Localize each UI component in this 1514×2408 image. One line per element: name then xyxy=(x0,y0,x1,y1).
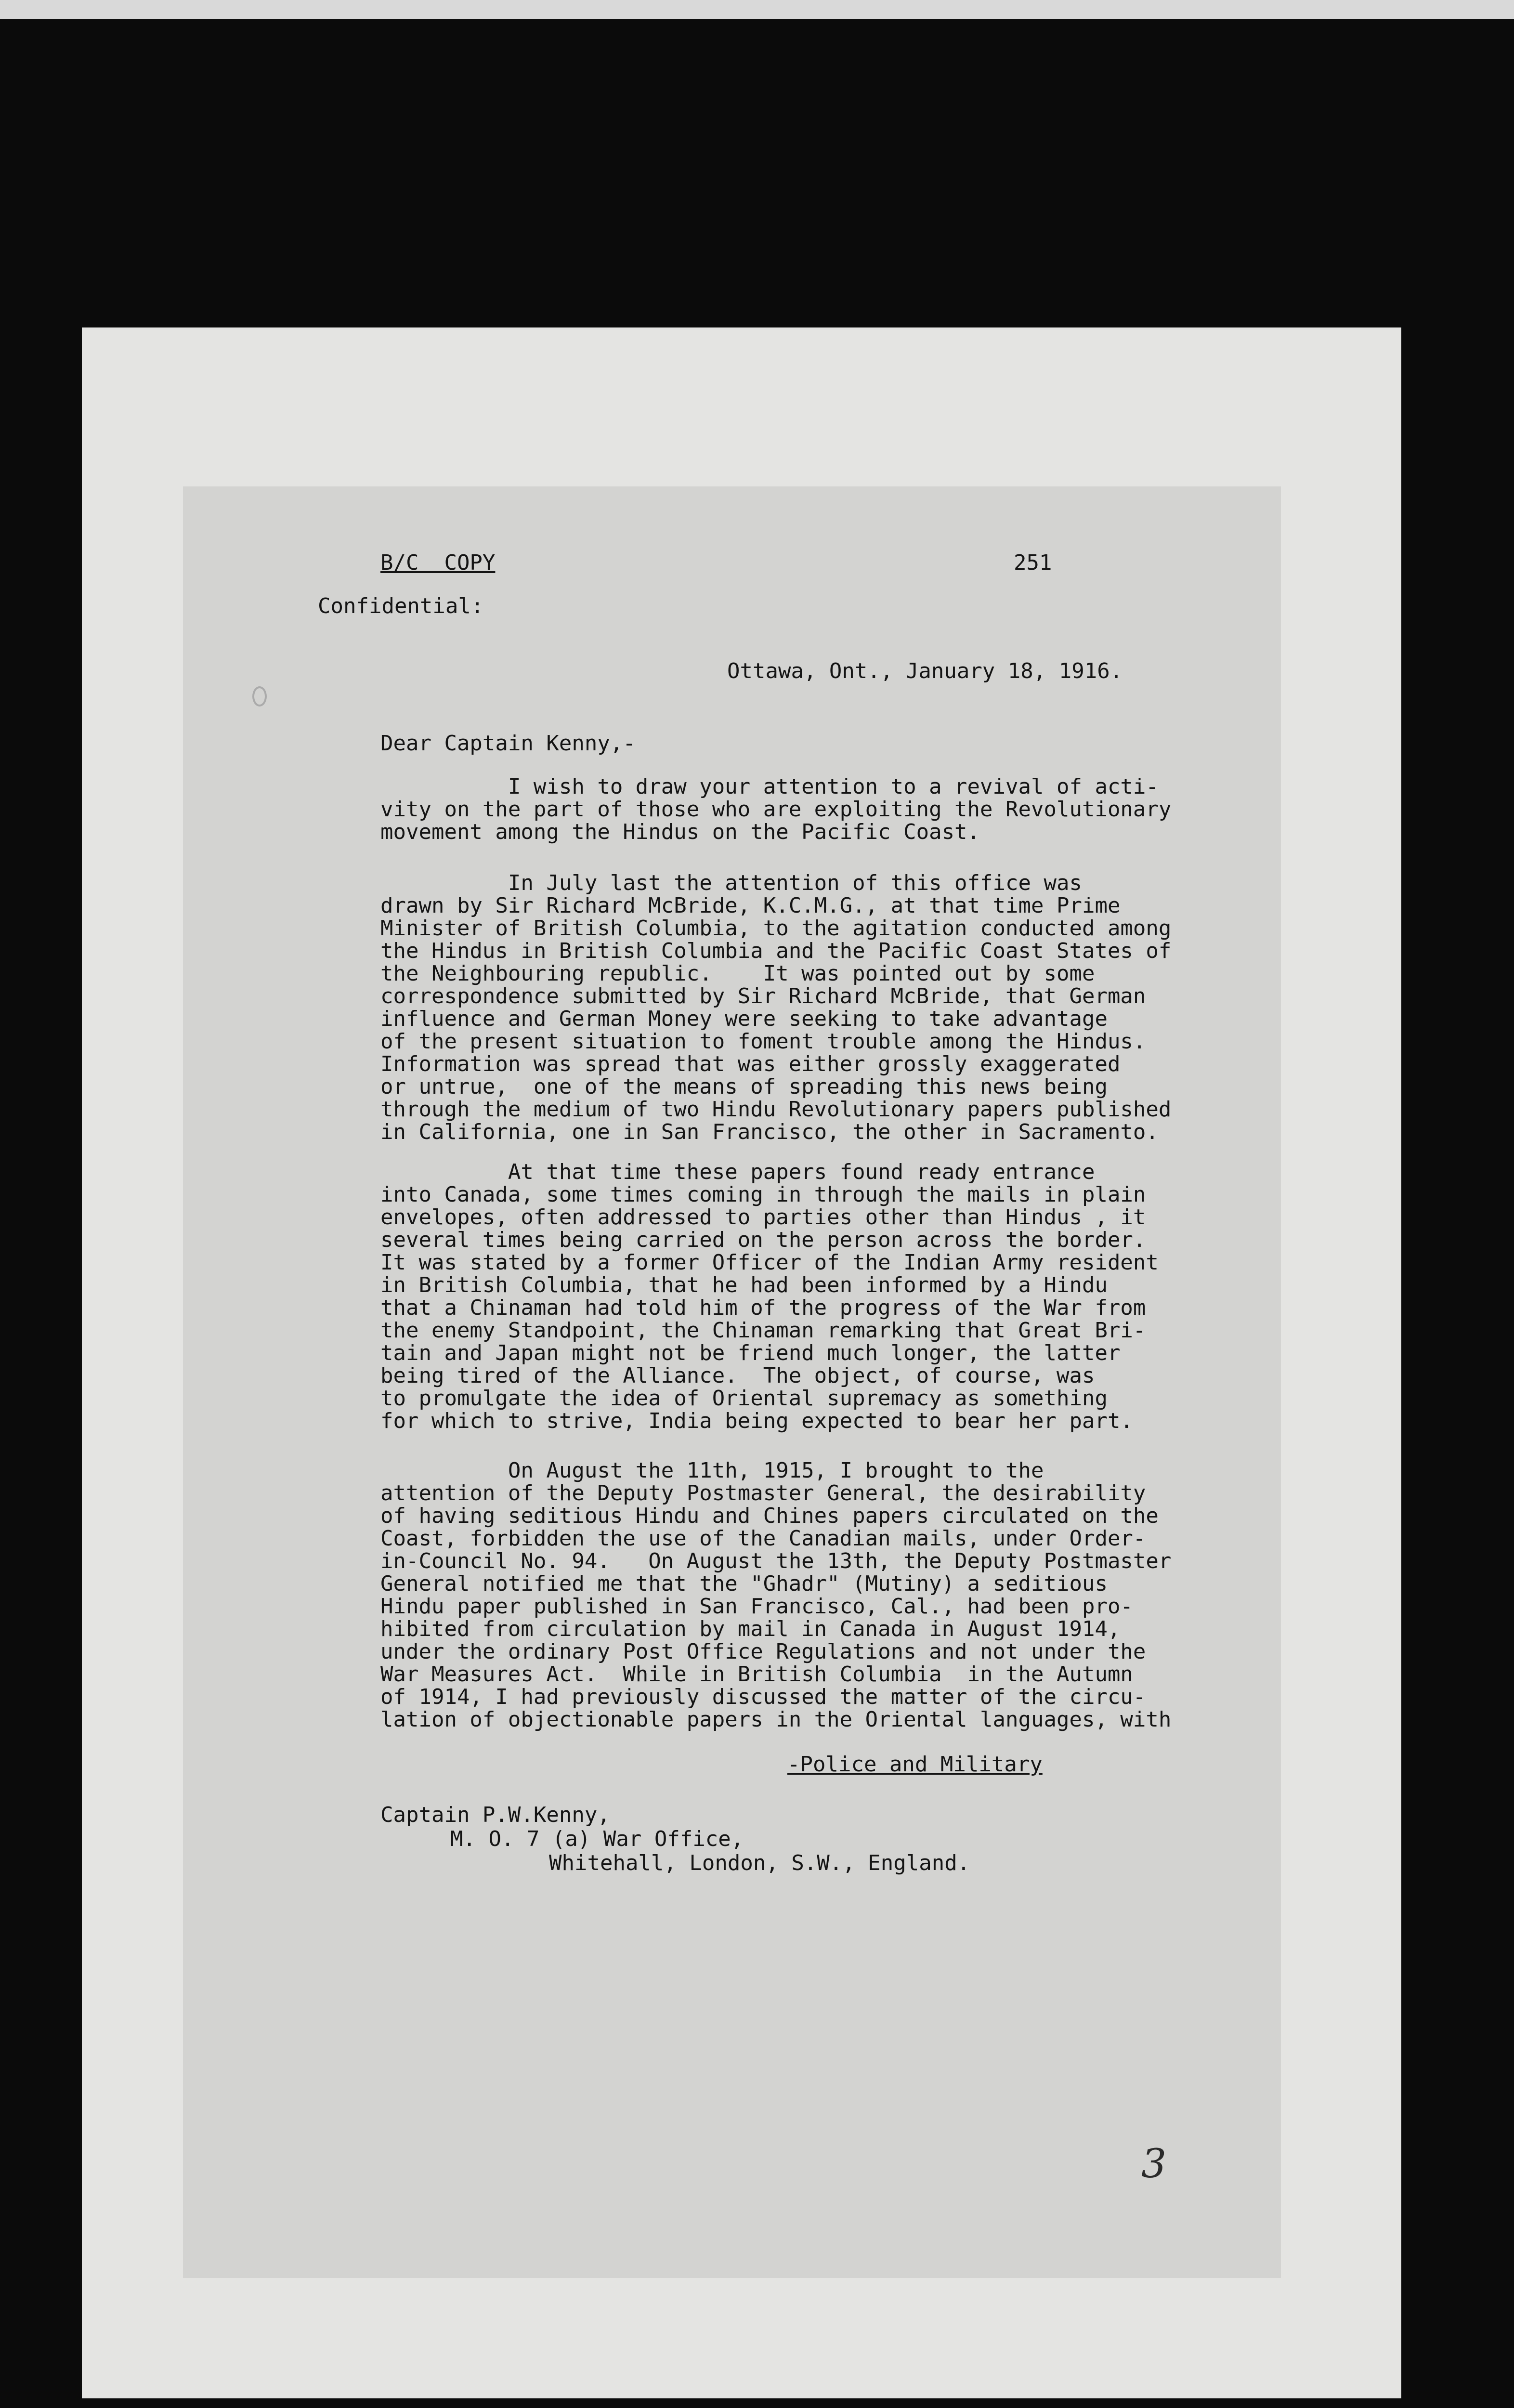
paragraph xyxy=(380,1161,1238,1432)
text-line: War Measures Act. While in British Columbia in the Autumn xyxy=(380,1662,1133,1687)
dateline: Ottawa, Ont., January 18, 1916. xyxy=(727,659,1123,683)
text-line: General notified me that the "Ghadr" (Mutiny) a seditious xyxy=(380,1571,1108,1596)
department-line: -Police and Military xyxy=(787,1752,1043,1777)
paragraph xyxy=(380,872,1238,1143)
text-line: On August the 11th, 1915, I brought to the xyxy=(380,1458,1044,1483)
text-line: I wish to draw your attention to a revival of acti- xyxy=(380,774,1159,799)
text-line: In July last the attention of this office was xyxy=(380,871,1082,895)
text-line: of 1914, I had previously discussed the matter of the circu- xyxy=(380,1685,1146,1709)
text-line: Hindu paper published in San Francisco, Cal., had been pro- xyxy=(380,1594,1133,1619)
handwritten-note: 3 xyxy=(1141,2141,1167,2187)
text-line: in British Columbia, that he had been informed by a Hindu xyxy=(380,1273,1108,1297)
text-line: through the medium of two Hindu Revolutionary papers published xyxy=(380,1097,1172,1122)
text-line: envelopes, often addressed to parties other than Hindus , it xyxy=(380,1205,1146,1230)
text-line: Minister of British Columbia, to the agitation conducted among xyxy=(380,916,1172,941)
address-line: Whitehall, London, S.W., England. xyxy=(549,1851,970,1875)
text-line: vity on the part of those who are exploiting the Revolutionary xyxy=(380,797,1172,822)
text-line: of having seditious Hindu and Chines papers circulated on the xyxy=(380,1504,1159,1528)
text-line: the enemy Standpoint, the Chinaman remarking that Great Bri- xyxy=(380,1318,1146,1343)
text-line: attention of the Deputy Postmaster General, the desirability xyxy=(380,1481,1146,1505)
text-line: influence and German Money were seeking to take advantage xyxy=(380,1007,1108,1031)
letter-page xyxy=(183,486,1281,2278)
paragraph xyxy=(380,775,1238,843)
classification: Confidential: xyxy=(318,594,484,618)
text-line: movement among the Hindus on the Pacific Coast. xyxy=(380,820,980,844)
text-line: into Canada, some times coming in through the mails in plain xyxy=(380,1182,1146,1207)
text-line: Coast, forbidden the use of the Canadian mails, under Order- xyxy=(380,1526,1146,1551)
text-line: under the ordinary Post Office Regulations and not under the xyxy=(380,1639,1146,1664)
address-line: M. O. 7 (a) War Office, xyxy=(450,1827,744,1851)
page-number: 251 xyxy=(1014,550,1052,575)
text-line: to promulgate the idea of Oriental supremacy as something xyxy=(380,1386,1108,1411)
text-line: At that time these papers found ready entrance xyxy=(380,1160,1095,1184)
text-line: correspondence submitted by Sir Richard McBride, that German xyxy=(380,984,1146,1008)
text-line: of the present situation to foment trouble among the Hindus. xyxy=(380,1029,1146,1054)
text-line: several times being carried on the person across the border. xyxy=(380,1228,1146,1252)
text-line: the Hindus in British Columbia and the Pacific Coast States of xyxy=(380,939,1172,963)
address-line: Captain P.W.Kenny, xyxy=(380,1803,610,1827)
text-line: being tired of the Alliance. The object, of course, was xyxy=(380,1363,1095,1388)
text-line: lation of objectionable papers in the Oriental languages, with xyxy=(380,1707,1172,1732)
text-line: It was stated by a former Officer of the Indian Army resident xyxy=(380,1250,1159,1275)
text-line: in-Council No. 94. On August the 13th, the Deputy Postmaster xyxy=(380,1549,1172,1573)
punch-hole xyxy=(252,686,267,707)
text-line: for which to strive, India being expected to bear her part. xyxy=(380,1409,1133,1433)
text-line: tain and Japan might not be friend much longer, the latter xyxy=(380,1341,1121,1365)
paragraph xyxy=(380,1459,1238,1731)
text-line: that a Chinaman had told him of the progress of the War from xyxy=(380,1296,1146,1320)
text-line: hibited from circulation by mail in Canada in August 1914, xyxy=(380,1617,1121,1641)
film-edge xyxy=(0,0,1514,19)
copy-label: B/C COPY xyxy=(380,550,496,575)
text-line: the Neighbouring republic. It was pointed out by some xyxy=(380,961,1095,986)
salutation: Dear Captain Kenny,- xyxy=(380,731,636,756)
text-line: Information was spread that was either grossly exaggerated xyxy=(380,1052,1121,1076)
text-line: drawn by Sir Richard McBride, K.C.M.G., at that time Prime xyxy=(380,893,1121,918)
text-line: in California, one in San Francisco, the other in Sacramento. xyxy=(380,1120,1159,1144)
text-line: or untrue, one of the means of spreading this news being xyxy=(380,1074,1108,1099)
